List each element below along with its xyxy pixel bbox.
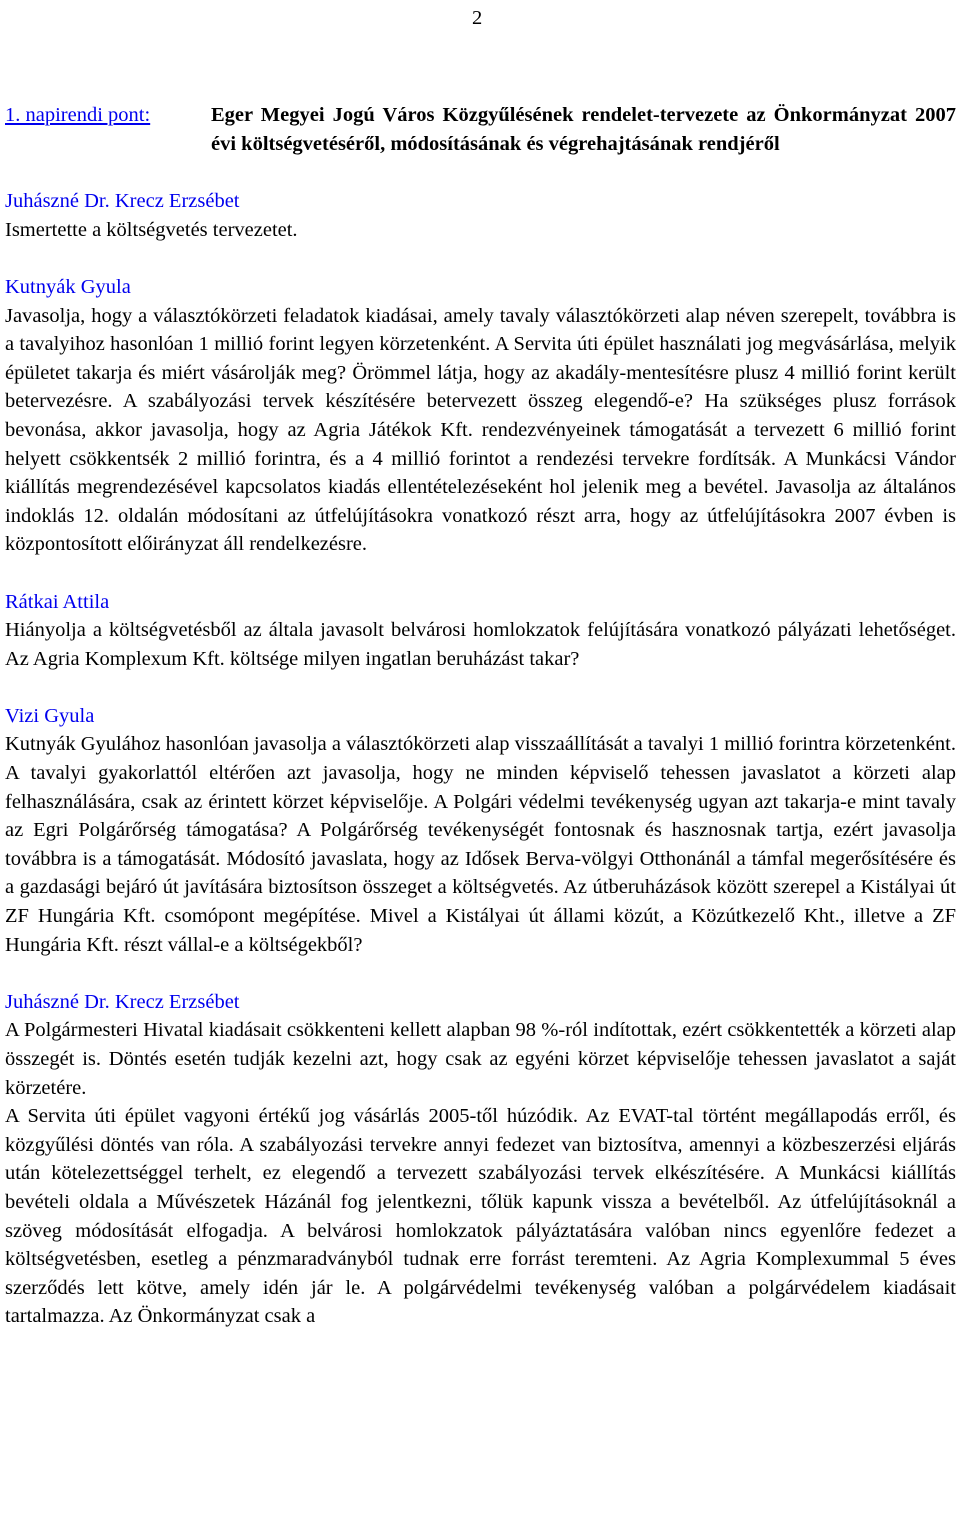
speaker-section xyxy=(5,273,956,559)
statement-paragraph: Kutnyák Gyulához hasonlóan javasolja a választókörzeti alap visszaállítását a tavalyi 1 millió forintra körzetenként. A tavalyi gyakorlattól eltérően azt javasolja, hogy ne minden képviselő tehessen javaslatot a körzeti alap felhasználására, csak az érintett körzet képviselője. A Polgári védelmi tevékenység ugyan azt takarja-e mint tavaly az Egri Polgárőrség támogatása? A Polgárőrség tevékenységét fontosnak és hasznosnak tartja, ezért javasolja továbbra is a támogatását. Módosító javaslata, hogy az Idősek Berva-völgyi Otthonánál a támfal megerősítésére és a gazdasági bejáró út javítására biztosítson összeget a költségvetés. Az útberuházások között szerepel a Kistályai út ZF Hungária Kft. csomópont megépítése. Mivel a Kistályai út állami közút, a Közútkezelő Kht., illetve a ZF Hungária Kft. részt vállal-e a költségekből? xyxy=(5,733,956,956)
speaker-name: Juhászné Dr. Krecz Erzsébet xyxy=(5,190,240,213)
minutes-sections xyxy=(5,187,956,1331)
statement-paragraph: Ismertette a költségvetés tervezetet. xyxy=(5,218,298,241)
statement-paragraph: Javasolja, hogy a választókörzeti feladatok kiadásai, amely tavaly választókörzeti alap néven szerepelt, továbbra is a tavalyihoz hasonlóan 1 millió forint legyen körzetenként. A Servita úti épület használati jog megvásárlása, melyik épületet takarja és miért vásárolják meg? Örömmel látja, hogy az akadály-mentesítésre plusz 4 millió forint került betervezésre. A szabályozási tervek készítésére betervezett összeg elegendő-e? Ha szükséges plusz források bevonása, akkor javasolja, hogy az Agria Játékok Kft. rendezvényeinek támogatását a tervezett 6 millió forint helyett csökkentsék 2 millió forintra, és a 4 millió forintot a rendezési tervekre fordítsák. A Munkácsi Vándor kiállítás megrendezésével kapcsolatos kiadás ellentételezéseként hol jelenik meg a bevétel. Javasolja az általános indoklás 12. oldalán módosítani az útfelújításokra vonatkozó részt arra, hogy az útfelújításokra 2007 évben is központosított előirányzat áll rendelkezésre. xyxy=(5,304,956,556)
statement-paragraph: A Servita úti épület vagyoni értékű jog vásárlás 2005-től húzódik. Az EVAT-tal történt megállapodás erről, és közgyűlési döntés van róla. A szabályozási tervekre annyi fedezet van biztosítva, amennyi a közbeszerzési eljárás után kötelezettséggel terhelt, ez elegendő a tervezett szabályozási tervek elkészítésére. A Munkácsi kiállítás bevételi oldala a Művészetek Házánál fog jelentkezni, tőlük kapunk vissza a bevételből. Az útfelújításoknál a szöveg módosítását elfogadja. A belvárosi homlokzatok pályáztatására valóban nincs egyenlőre fedezet a költségvetésben, esetleg a pénzmaradványból tudnak erre forrást teremteni. Az Agria Komplexummal 5 éves szerződés lett kötve, amely idén jár le. A polgárvédelmi tevékenység valóban a polgárvédelem kiadásait tartalmazza. Az Önkormányzat csak a xyxy=(5,1105,956,1328)
speaker-name: Juhászné Dr. Krecz Erzsébet xyxy=(5,990,240,1013)
speaker-section xyxy=(5,988,956,1331)
speaker-name: Vizi Gyula xyxy=(5,704,95,727)
statement-paragraph: Hiányolja a költségvetésből az általa javasolt belvárosi homlokzatok felújítására vonatkozó pályázati lehetőséget. Az Agria Komplexum Kft. költsége milyen ingatlan beruházást takar? xyxy=(5,619,956,670)
agenda-item-link[interactable]: 1. napirendi pont: xyxy=(5,104,151,126)
speaker-section xyxy=(5,588,956,674)
speaker-name: Rátkai Attila xyxy=(5,590,110,613)
statement-paragraph: A Polgármesteri Hivatal kiadásait csökkenteni kellett alapban 98 %-ról indítottak, ezért csökkentették a körzeti alap összegét is. Döntés esetén tudják kezelni azt, hogy csak az egyéni körzet képviselője tehessen javaslatot a saját körzetére. xyxy=(5,1019,956,1099)
speaker-section xyxy=(5,702,956,959)
speaker-section xyxy=(5,187,956,244)
agenda-title: Eger Megyei Jogú Város Közgyűlésének rendelet-tervezete az Önkormányzat 2007 évi költségvetéséről, módosításának és végrehajtásának rendjéről xyxy=(211,104,956,155)
agenda-heading xyxy=(5,101,956,158)
document-body xyxy=(5,101,956,1331)
page-number: 2 xyxy=(472,7,483,29)
speaker-name: Kutnyák Gyula xyxy=(5,275,131,298)
